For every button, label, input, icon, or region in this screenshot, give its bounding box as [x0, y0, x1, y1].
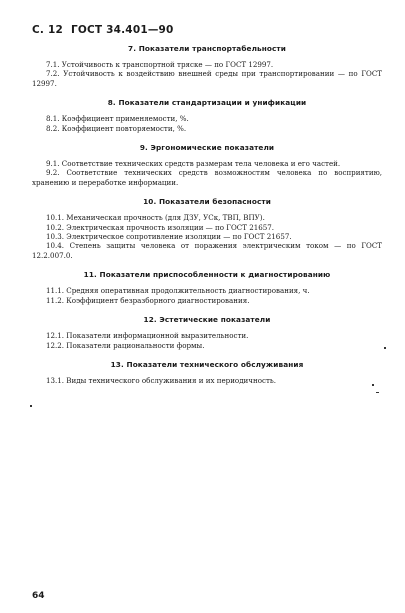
page-number: 64 — [32, 591, 45, 601]
clause-10-1: 10.1. Механическая прочность (для ДЗУ, УСк, ТВП, ВПУ). — [46, 213, 265, 223]
clause-12-1: 12.1. Показатели информационной выразительности. — [46, 331, 249, 341]
clause-11-2: 11.2. Коэффициент безразборного диагностирования. — [46, 295, 250, 305]
clause-7-1: 7.1. Устойчивость к транспортной тряске — по ГОСТ 12997. — [46, 60, 274, 69]
clause-9-2: 9.2. Соответствие технических средств возможностям человека по восприятию, хранению и переработке информации. — [32, 168, 382, 187]
clause-9-1: 9.1. Соответствие технических средств размерам тела человека и его частей. — [46, 159, 341, 169]
clause-10-2: 10.2. Электрическая прочность изоляции — по ГОСТ 21657. — [46, 222, 275, 232]
section-10 — [32, 197, 382, 260]
section-title: 12. Эстетические показатели — [143, 315, 271, 325]
clause-11-1: 11.1. Средняя оперативная продолжительность диагностирования, ч. — [46, 286, 310, 296]
standard-number: ГОСТ 34.401—90 — [70, 24, 174, 36]
page-label: С. 12 — [32, 24, 63, 36]
section-13 — [32, 360, 382, 385]
document-body — [32, 44, 382, 395]
clause-10-3: 10.3. Электрическое сопротивление изоляции — по ГОСТ 21657. — [46, 232, 292, 242]
section-8 — [32, 98, 382, 133]
section-title: 11. Показатели приспособленности к диагностированию — [83, 270, 331, 280]
section-title: 9. Эргономические показатели — [139, 143, 275, 153]
section-title: 10. Показатели безопасности — [143, 197, 271, 207]
page-header — [32, 24, 174, 36]
scan-speck — [384, 347, 386, 349]
section-7 — [32, 44, 382, 88]
scan-speck — [372, 384, 374, 386]
section-9 — [32, 143, 382, 187]
clause-13-1: 13.1. Виды технического обслуживания и их периодичность. — [46, 375, 276, 385]
clause-8-2: 8.2. Коэффициент повторяемости, %. — [46, 123, 187, 133]
clause-8-1: 8.1. Коэффициент применяемости, %. — [46, 114, 189, 124]
scan-speck — [30, 405, 32, 407]
section-title: 8. Показатели стандартизации и унификации — [107, 98, 307, 108]
section-title: 7. Показатели транспортабельности — [128, 44, 286, 53]
clause-12-2: 12.2. Показатели рациональности формы. — [46, 340, 205, 350]
section-12 — [32, 315, 382, 350]
section-title: 13. Показатели технического обслуживания — [110, 359, 304, 369]
section-11 — [32, 270, 382, 305]
clause-10-4: 10.4. Степень защиты человека от поражения электрическим током — по ГОСТ 12.2.007.0. — [32, 241, 382, 260]
scan-speck — [376, 392, 379, 393]
clause-7-2: 7.2. Устойчивость к воздействию внешней среды при транспортировании — по ГОСТ 12997. — [32, 69, 382, 88]
